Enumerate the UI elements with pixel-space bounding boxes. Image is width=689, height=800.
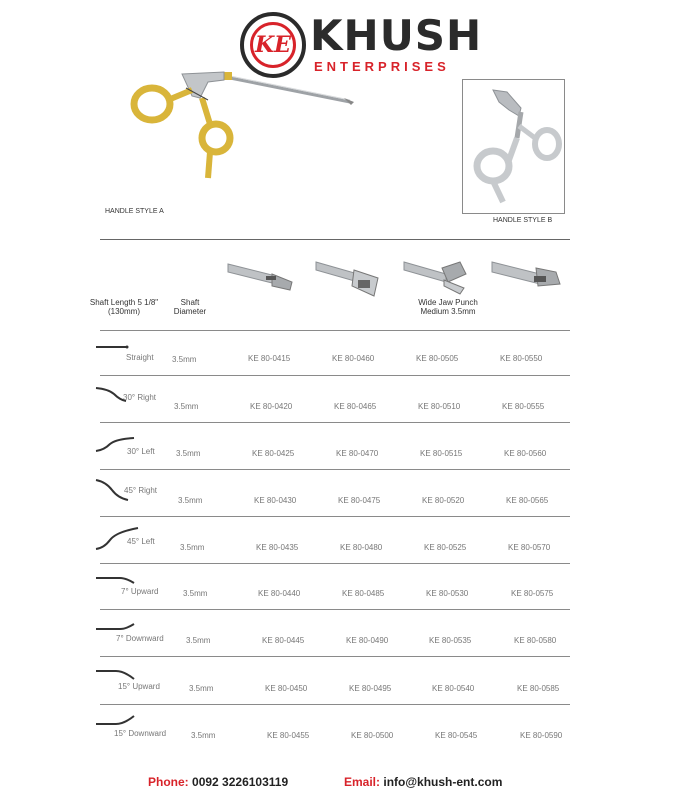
row-code: KE 80-0585 <box>517 684 560 693</box>
row-angle: Straight <box>126 353 154 362</box>
row-code: KE 80-0495 <box>349 684 392 693</box>
row-divider <box>100 422 570 423</box>
handle-style-b-label: HANDLE STYLE B <box>493 217 553 224</box>
row-code: KE 80-0575 <box>511 589 554 598</box>
jaw-tip-image-1 <box>226 256 296 296</box>
section-divider <box>100 239 570 240</box>
row-angle: 15° Downward <box>114 729 167 738</box>
row-code: KE 80-0560 <box>504 449 547 458</box>
row-angle: 7° Downward <box>116 634 164 643</box>
row-code: KE 80-0415 <box>248 354 291 363</box>
row-code: KE 80-0425 <box>252 449 295 458</box>
row-code: KE 80-0475 <box>338 496 381 505</box>
handle-style-a-label: HANDLE STYLE A <box>105 208 164 215</box>
row-diameter: 3.5mm <box>183 589 208 598</box>
row-code: KE 80-0490 <box>346 636 389 645</box>
row-code: KE 80-0520 <box>422 496 465 505</box>
row-angle: 15° Upward <box>118 682 160 691</box>
row-angle: 7° Upward <box>121 587 159 596</box>
row-code: KE 80-0510 <box>418 402 461 411</box>
handle-style-b-image <box>463 80 564 213</box>
row-divider <box>100 375 570 376</box>
header-jaw-3: Wide Jaw Punch Medium 3.5mm <box>418 298 478 316</box>
row-code: KE 80-0465 <box>334 402 377 411</box>
row-code: KE 80-0540 <box>432 684 475 693</box>
brand-name: KHUSH <box>310 11 483 60</box>
row-angle: 30° Left <box>127 447 155 456</box>
row-code: KE 80-0440 <box>258 589 301 598</box>
row-code: KE 80-0525 <box>424 543 467 552</box>
row-divider <box>100 656 570 657</box>
row-divider <box>100 469 570 470</box>
row-angle: 45° Right <box>124 486 157 495</box>
row-code: KE 80-0545 <box>435 731 478 740</box>
phone-number[interactable]: 0092 3226103119 <box>192 775 289 789</box>
jaw-tip-image-2 <box>314 256 384 300</box>
row-code: KE 80-0420 <box>250 402 293 411</box>
row-code: KE 80-0535 <box>429 636 472 645</box>
row-code: KE 80-0550 <box>500 354 543 363</box>
row-diameter: 3.5mm <box>178 496 203 505</box>
row-code: KE 80-0455 <box>267 731 310 740</box>
footer-email <box>344 775 502 789</box>
logo-monogram: KE <box>250 22 296 68</box>
row-code: KE 80-0460 <box>332 354 375 363</box>
row-code: KE 80-0430 <box>254 496 297 505</box>
row-code: KE 80-0480 <box>340 543 383 552</box>
row-diameter: 3.5mm <box>180 543 205 552</box>
row-code: KE 80-0435 <box>256 543 299 552</box>
email-label: Email: <box>344 775 381 789</box>
row-code: KE 80-0450 <box>265 684 308 693</box>
row-angle: 30° Right <box>123 393 156 402</box>
brand-tagline: ENTERPRISES <box>314 59 450 74</box>
row-code: KE 80-0530 <box>426 589 469 598</box>
handle-style-b-frame <box>462 79 565 214</box>
row-code: KE 80-0590 <box>520 731 563 740</box>
shaft-profile-15-upward-icon <box>94 668 138 682</box>
row-code: KE 80-0470 <box>336 449 379 458</box>
row-code: KE 80-0570 <box>508 543 551 552</box>
row-code: KE 80-0565 <box>506 496 549 505</box>
row-divider <box>100 563 570 564</box>
row-divider <box>100 516 570 517</box>
row-diameter: 3.5mm <box>172 355 197 364</box>
shaft-profile-7-downward-icon <box>94 620 138 632</box>
row-code: KE 80-0485 <box>342 589 385 598</box>
email-address[interactable]: info@khush-ent.com <box>383 775 503 789</box>
row-code: KE 80-0580 <box>514 636 557 645</box>
row-angle: 45° Left <box>127 537 155 546</box>
shaft-profile-15-downward-icon <box>94 713 138 727</box>
row-diameter: 3.5mm <box>186 636 211 645</box>
row-diameter: 3.5mm <box>176 449 201 458</box>
header-shaft-length: Shaft Length 5 1/8" (130mm) <box>89 298 159 316</box>
row-code: KE 80-0505 <box>416 354 459 363</box>
shaft-profile-7-upward-icon <box>94 575 138 587</box>
row-divider <box>100 609 570 610</box>
row-diameter: 3.5mm <box>174 402 199 411</box>
handle-style-a-image <box>112 60 362 190</box>
jaw-tip-image-4 <box>490 256 562 296</box>
phone-label: Phone: <box>148 775 189 789</box>
footer-phone <box>148 775 288 789</box>
row-diameter: 3.5mm <box>191 731 216 740</box>
row-diameter: 3.5mm <box>189 684 214 693</box>
row-code: KE 80-0555 <box>502 402 545 411</box>
shaft-profile-straight-icon <box>94 342 130 352</box>
header-shaft-diameter: Shaft Diameter <box>173 298 207 316</box>
row-code: KE 80-0500 <box>351 731 394 740</box>
row-divider <box>100 704 570 705</box>
jaw-tip-image-3 <box>402 256 472 296</box>
row-code: KE 80-0445 <box>262 636 305 645</box>
row-code: KE 80-0515 <box>420 449 463 458</box>
header-divider <box>100 330 570 331</box>
